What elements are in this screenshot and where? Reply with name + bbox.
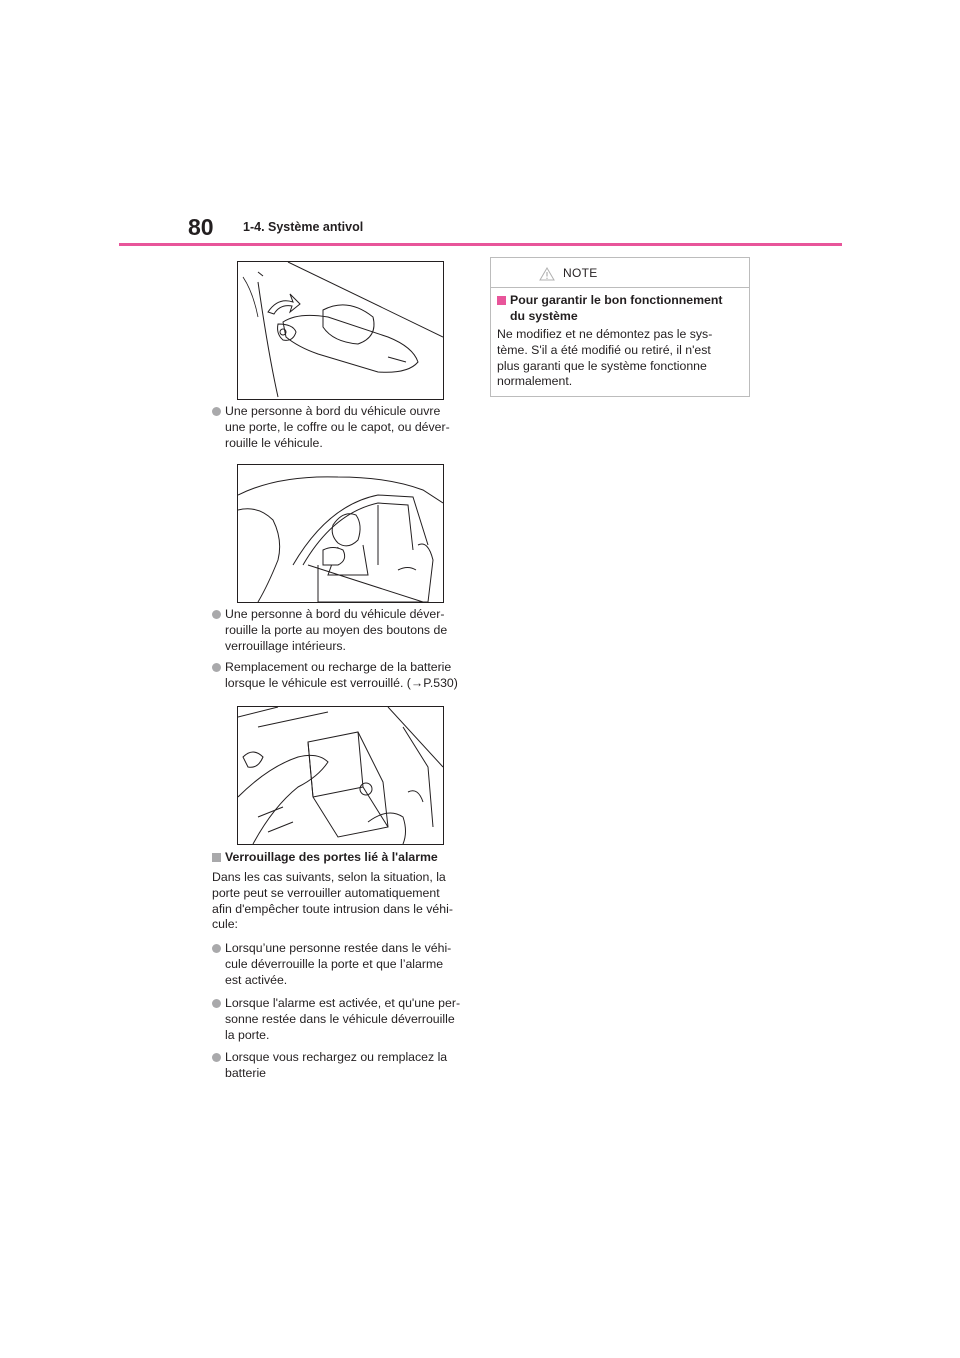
warning-icon	[539, 267, 555, 281]
note-line: normalement.	[497, 374, 573, 389]
section-marker-icon	[212, 853, 221, 862]
bullet-text: sonne restée dans le véhicule déverrouille	[225, 1011, 455, 1026]
bullet-text: est activée.	[225, 972, 288, 987]
bullet-text: Lorsque l'alarme est activée, et qu'une per-	[225, 996, 461, 1010]
list-item	[212, 941, 468, 988]
bullet-text: rouille le véhicule.	[225, 435, 323, 450]
bullet-icon	[212, 610, 221, 619]
heading-text: Verrouillage des portes lié à l'alarme	[225, 850, 438, 864]
list-item	[212, 404, 468, 451]
bullet-text: batterie	[225, 1065, 267, 1080]
note-heading-line: du système	[510, 308, 578, 323]
intro-line: porte peut se verrouiller automatiquement	[212, 885, 440, 900]
section-marker-icon	[497, 296, 506, 305]
note-box	[490, 257, 750, 397]
note-header	[491, 258, 749, 288]
bullet-text: une porte, le coffre ou le capot, ou déver-	[225, 419, 450, 434]
bullet-icon	[212, 407, 221, 416]
bullet-text: Lorsque vous rechargez ou remplacez la	[225, 1050, 448, 1064]
bullet-text: Remplacement ou recharge de la batterie	[225, 660, 452, 674]
bullet-icon	[212, 944, 221, 953]
bullet-icon	[212, 999, 221, 1008]
note-line: tème. S'il a été modifié ou retiré, il n'est	[497, 342, 711, 357]
bullet-icon	[212, 663, 221, 672]
note-line: plus garanti que le système fonctionne	[497, 358, 707, 373]
bullet-text: rouille la porte au moyen des boutons de	[225, 622, 448, 637]
note-heading	[497, 293, 743, 325]
note-title: NOTE	[563, 266, 598, 280]
person-in-car-illustration	[237, 464, 444, 603]
bullet-text: lorsque le véhicule est verrouillé. (→P.530)	[225, 675, 458, 690]
list-item	[212, 607, 468, 654]
note-heading-line: Pour garantir le bon fonctionnement	[510, 293, 723, 307]
note-body	[497, 327, 737, 390]
bullet-text: Une personne à bord du véhicule déver-	[225, 607, 445, 621]
bullet-text: verrouillage intérieurs.	[225, 638, 346, 653]
list-item	[212, 996, 468, 1043]
alarm-section-heading	[212, 850, 468, 866]
intro-line: Dans les cas suivants, selon la situation, la	[212, 870, 446, 884]
alarm-section-intro	[212, 870, 468, 933]
intro-line: cule:	[212, 917, 238, 932]
list-item	[212, 660, 468, 692]
bullet-icon	[212, 1053, 221, 1062]
bullet-text: Lorsqu’une personne restée dans le véhi-	[225, 941, 452, 955]
bullet-text: Une personne à bord du véhicule ouvre	[225, 404, 441, 418]
header-rule	[119, 243, 842, 246]
door-handle-illustration	[237, 261, 444, 400]
list-item	[212, 1050, 468, 1082]
page-number: 80	[188, 214, 214, 240]
battery-illustration	[237, 706, 444, 845]
bullet-text: cule déverrouille la porte et que l’alarme	[225, 956, 444, 971]
bullet-text: la porte.	[225, 1027, 270, 1042]
section-title: 1-4. Système antivol	[243, 220, 364, 234]
intro-line: afin d'empêcher toute intrusion dans le véhi-	[212, 901, 453, 916]
note-line: Ne modifiez et ne démontez pas le sys-	[497, 327, 713, 341]
